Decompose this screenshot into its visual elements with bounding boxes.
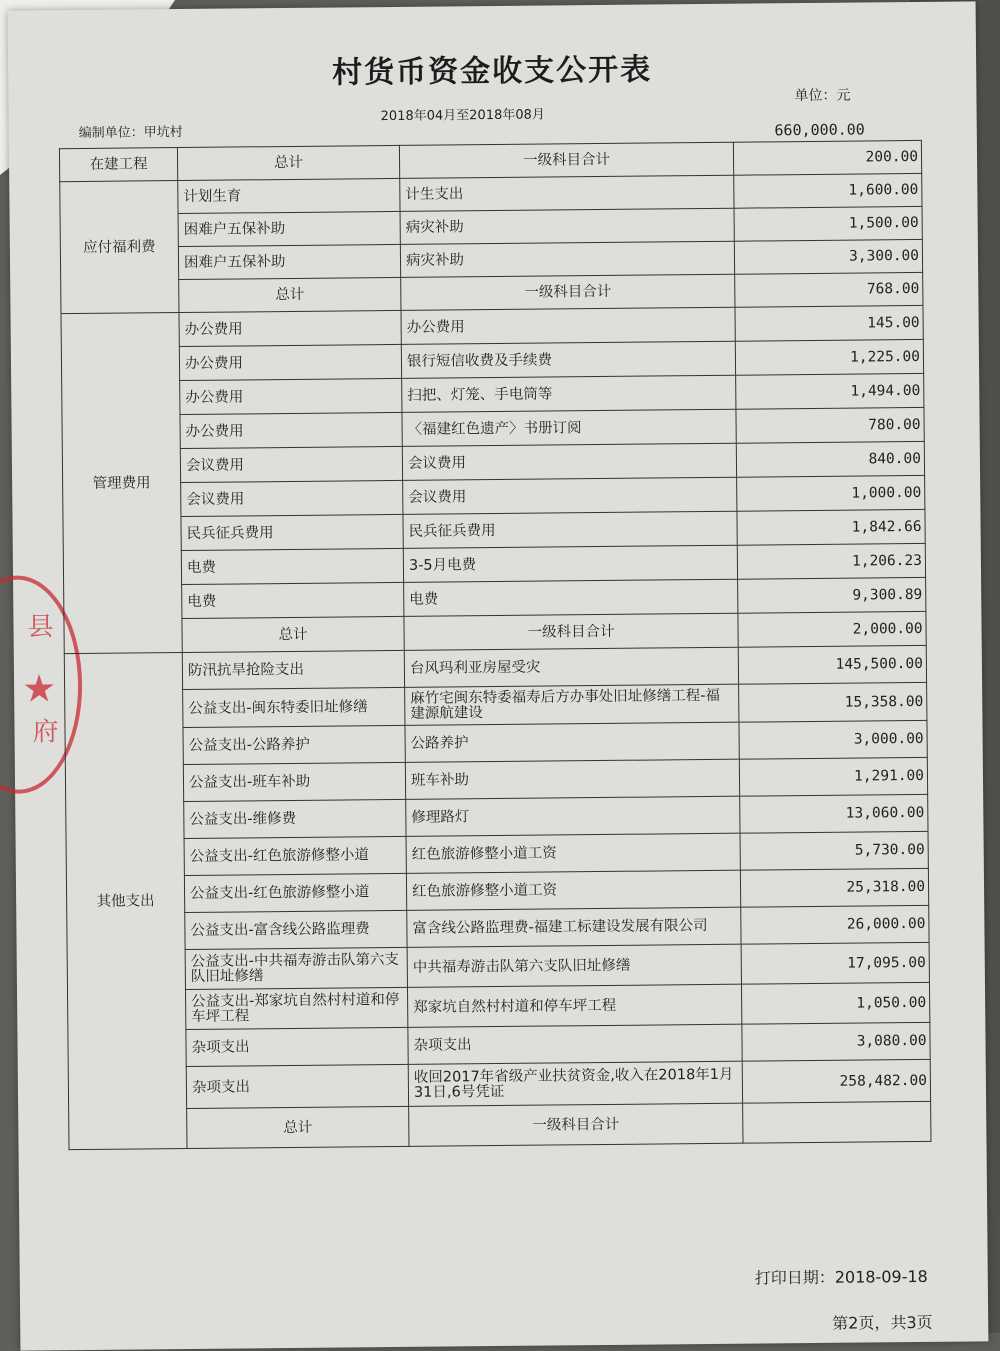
amount-cell <box>743 1101 931 1143</box>
item-cell: 计划生育 <box>178 178 400 213</box>
amount-cell: 1,050.00 <box>741 982 929 1024</box>
desc-cell: 麻竹宅闽东特委福寿后方办事处旧址修缮工程-福建源航建设 <box>405 684 739 725</box>
desc-cell: 银行短信收费及手续费 <box>401 341 735 378</box>
amount-cell: 1,206.23 <box>737 543 925 579</box>
desc-cell: 计生支出 <box>400 175 734 211</box>
amount-cell: 3,000.00 <box>739 720 927 759</box>
desc-cell: 红色旅游修整小道工资 <box>406 870 740 910</box>
item-cell: 办公费用 <box>179 344 401 380</box>
ledger-table <box>59 140 932 1150</box>
desc-cell: 收回2017年省级产业扶贫资金,收入在2018年1月31日,6号凭证 <box>408 1061 742 1106</box>
total-label: 总计 <box>177 145 399 180</box>
stamp-star: ★ <box>21 666 57 711</box>
desc-cell: 杂项支出 <box>408 1024 742 1064</box>
item-cell: 公益支出-郑家坑自然村村道和停车坪工程 <box>185 987 407 1029</box>
amount-cell: 768.00 <box>735 272 923 307</box>
desc-cell: 病灾补助 <box>400 241 734 277</box>
amount-cell: 9,300.89 <box>738 577 926 613</box>
amount-cell: 1,000.00 <box>737 475 925 511</box>
desc-cell: 中共福寿游击队第六支队旧址修缮 <box>407 944 741 987</box>
amount-cell: 13,060.00 <box>740 794 928 833</box>
amount-cell: 780.00 <box>736 407 924 443</box>
amount-cell: 1,842.66 <box>737 509 925 545</box>
category-cell: 其他支出 <box>64 653 187 1150</box>
desc-cell: 扫把、灯笼、手电筒等 <box>402 375 736 412</box>
category-cell: 管理费用 <box>61 313 182 654</box>
item-cell: 公益支出-班车补助 <box>183 762 405 801</box>
item-cell: 电费 <box>182 582 404 618</box>
item-cell: 会议费用 <box>181 480 403 516</box>
amount-cell: 1,494.00 <box>736 373 924 409</box>
amount-cell: 15,358.00 <box>739 682 927 722</box>
desc-cell: 班车补助 <box>405 759 739 799</box>
amount-cell: 1,291.00 <box>739 757 927 796</box>
desc-cell: 会议费用 <box>403 477 737 514</box>
item-cell: 办公费用 <box>180 412 402 448</box>
total-label: 总计 <box>179 277 401 312</box>
total-desc: 一级科目合计 <box>409 1103 743 1146</box>
item-cell: 杂项支出 <box>186 1064 408 1108</box>
amount-cell: 145,500.00 <box>738 645 926 684</box>
item-cell: 民兵征兵费用 <box>181 514 403 550</box>
amount-cell: 145.00 <box>735 305 923 341</box>
stamp-char: 府 <box>32 717 59 748</box>
item-cell: 公益支出-红色旅游修整小道 <box>184 836 406 875</box>
total-desc: 一级科目合计 <box>404 613 738 650</box>
amount-cell: 1,600.00 <box>734 173 922 208</box>
stamp-char: 县 <box>27 612 54 643</box>
period-label: 2018年04月至2018年08月 <box>380 107 545 125</box>
summary-amount: 660,000.00 <box>774 120 865 140</box>
item-cell: 办公费用 <box>180 378 402 414</box>
desc-cell: 修理路灯 <box>406 796 740 836</box>
total-desc: 一级科目合计 <box>399 142 733 178</box>
item-cell: 会议费用 <box>180 446 402 482</box>
amount-cell: 25,318.00 <box>740 868 928 907</box>
total-label: 总计 <box>182 616 404 652</box>
compiler-label: 编制单位：甲坑村 <box>78 125 183 141</box>
desc-cell: 红色旅游修整小道工资 <box>406 833 740 873</box>
item-cell: 困难户五保补助 <box>178 244 400 279</box>
amount-cell: 17,095.00 <box>741 942 929 984</box>
category-cell: 应付福利费 <box>60 181 179 314</box>
desc-cell: 办公费用 <box>401 307 735 344</box>
item-cell: 防汛抗旱抢险支出 <box>182 650 404 689</box>
desc-cell: 会议费用 <box>402 443 736 480</box>
amount-cell: 5,730.00 <box>740 831 928 870</box>
amount-cell: 2,000.00 <box>738 611 926 647</box>
desc-cell: 〈福建红色遗产〉书册订阅 <box>402 409 736 446</box>
category-cell: 在建工程 <box>59 148 177 182</box>
item-cell: 公益支出-闽东特委旧址修缮 <box>183 687 405 727</box>
desc-cell: 公路养护 <box>405 722 739 762</box>
desc-cell: 民兵征兵费用 <box>403 511 737 548</box>
item-cell: 困难户五保补助 <box>178 211 400 246</box>
document-page <box>8 1 989 1350</box>
item-cell: 公益支出-公路养护 <box>183 725 405 764</box>
amount-cell: 840.00 <box>736 441 924 477</box>
item-cell: 电费 <box>181 548 403 584</box>
desc-cell: 台风玛利亚房屋受灾 <box>404 647 738 687</box>
page-title: 村货币资金收支公开表 <box>332 52 653 91</box>
desc-cell: 郑家坑自然村村道和停车坪工程 <box>407 984 741 1027</box>
item-cell: 公益支出-维修费 <box>184 799 406 838</box>
amount-cell: 3,300.00 <box>734 239 922 274</box>
item-cell: 办公费用 <box>179 310 401 346</box>
print-date: 打印日期：2018-09-18 <box>754 1266 928 1288</box>
amount-cell: 200.00 <box>733 140 921 175</box>
item-cell: 公益支出-中共福寿游击队第六支队旧址修缮 <box>185 947 407 989</box>
amount-cell: 258,482.00 <box>742 1059 930 1103</box>
desc-cell: 3-5月电费 <box>403 545 737 582</box>
total-label: 总计 <box>187 1106 409 1148</box>
table-row <box>69 1101 931 1149</box>
desc-cell: 富含线公路监理费-福建工标建设发展有限公司 <box>407 907 741 947</box>
total-desc: 一级科目合计 <box>401 274 735 310</box>
item-cell: 公益支出-富含线公路监理费 <box>185 910 407 949</box>
amount-cell: 26,000.00 <box>741 905 929 944</box>
item-cell: 杂项支出 <box>186 1027 408 1066</box>
amount-cell: 3,080.00 <box>742 1022 930 1061</box>
unit-label: 单位：元 <box>794 87 851 105</box>
page-number: 第2页，共3页 <box>832 1312 933 1333</box>
item-cell: 公益支出-红色旅游修整小道 <box>184 873 406 912</box>
desc-cell: 电费 <box>404 579 738 616</box>
amount-cell: 1,500.00 <box>734 206 922 241</box>
desc-cell: 病灾补助 <box>400 208 734 244</box>
amount-cell: 1,225.00 <box>735 339 923 375</box>
